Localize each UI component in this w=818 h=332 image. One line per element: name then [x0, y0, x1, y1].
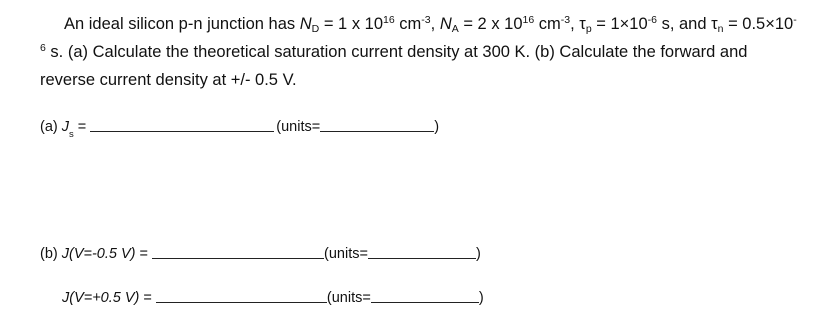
acceptor-symbol: N [439, 15, 452, 33]
problem-text: s. (a) Calculate the theoretical saturation current density at 300 K. (b) Calculate the forward and reverse current density at +/- 0.5 V. [40, 43, 748, 89]
close-paren: ) [475, 246, 481, 262]
exponent: 16 [383, 14, 395, 26]
problem-statement [40, 10, 800, 94]
units-label: (units= [276, 119, 321, 135]
equals-sign: = [73, 119, 91, 135]
exponent: -3 [421, 14, 431, 26]
problem-text: = 0.5×10 [723, 15, 794, 33]
exponent: -6 [647, 14, 657, 26]
answer-row-a: (a) J s = (units= ) [40, 119, 440, 140]
acceptor-subscript: A [451, 23, 459, 35]
units-label: (units= [326, 290, 371, 306]
problem-text: s, and τ [657, 15, 718, 33]
j-forward-answer-blank[interactable] [156, 301, 327, 303]
tau-p-subscript: p [585, 23, 592, 35]
equals-sign: = [139, 290, 156, 306]
problem-text: , [430, 15, 440, 33]
problem-text: = 1 x 10 [319, 15, 384, 33]
part-b-label: (b) [40, 246, 62, 262]
exponent: -3 [560, 14, 571, 26]
j-forward-units-blank[interactable] [371, 301, 479, 303]
equals-sign: = [135, 246, 153, 262]
donor-symbol: N [299, 15, 312, 33]
js-symbol: J [61, 119, 69, 135]
problem-text: = 1×10 [591, 15, 648, 33]
js-answer-blank[interactable] [90, 130, 274, 132]
units-label: (units= [324, 246, 368, 262]
problem-text: = 2 x 10 [458, 15, 523, 33]
exponent: 16 [522, 14, 535, 26]
problem-text: An ideal silicon p-n junction has [64, 15, 300, 33]
close-paren: ) [478, 290, 484, 306]
part-a-label: (a) [40, 119, 62, 135]
j-reverse-answer-blank[interactable] [152, 257, 324, 259]
problem-text: , τ [570, 15, 586, 33]
answer-row-b [40, 246, 481, 262]
answer-row-c [62, 290, 484, 306]
donor-subscript: D [311, 23, 320, 35]
problem-text: cm [394, 15, 422, 33]
j-reverse-units-blank[interactable] [368, 257, 476, 259]
js-units-blank[interactable] [320, 130, 434, 132]
j-forward-expression: J(V=+0.5 V) [62, 290, 140, 306]
exponent: -6 [40, 14, 797, 54]
close-paren: ) [434, 119, 440, 135]
j-reverse-expression: J(V=-0.5 V) [61, 246, 136, 262]
tau-n-subscript: n [717, 23, 724, 35]
problem-text: cm [534, 15, 561, 33]
